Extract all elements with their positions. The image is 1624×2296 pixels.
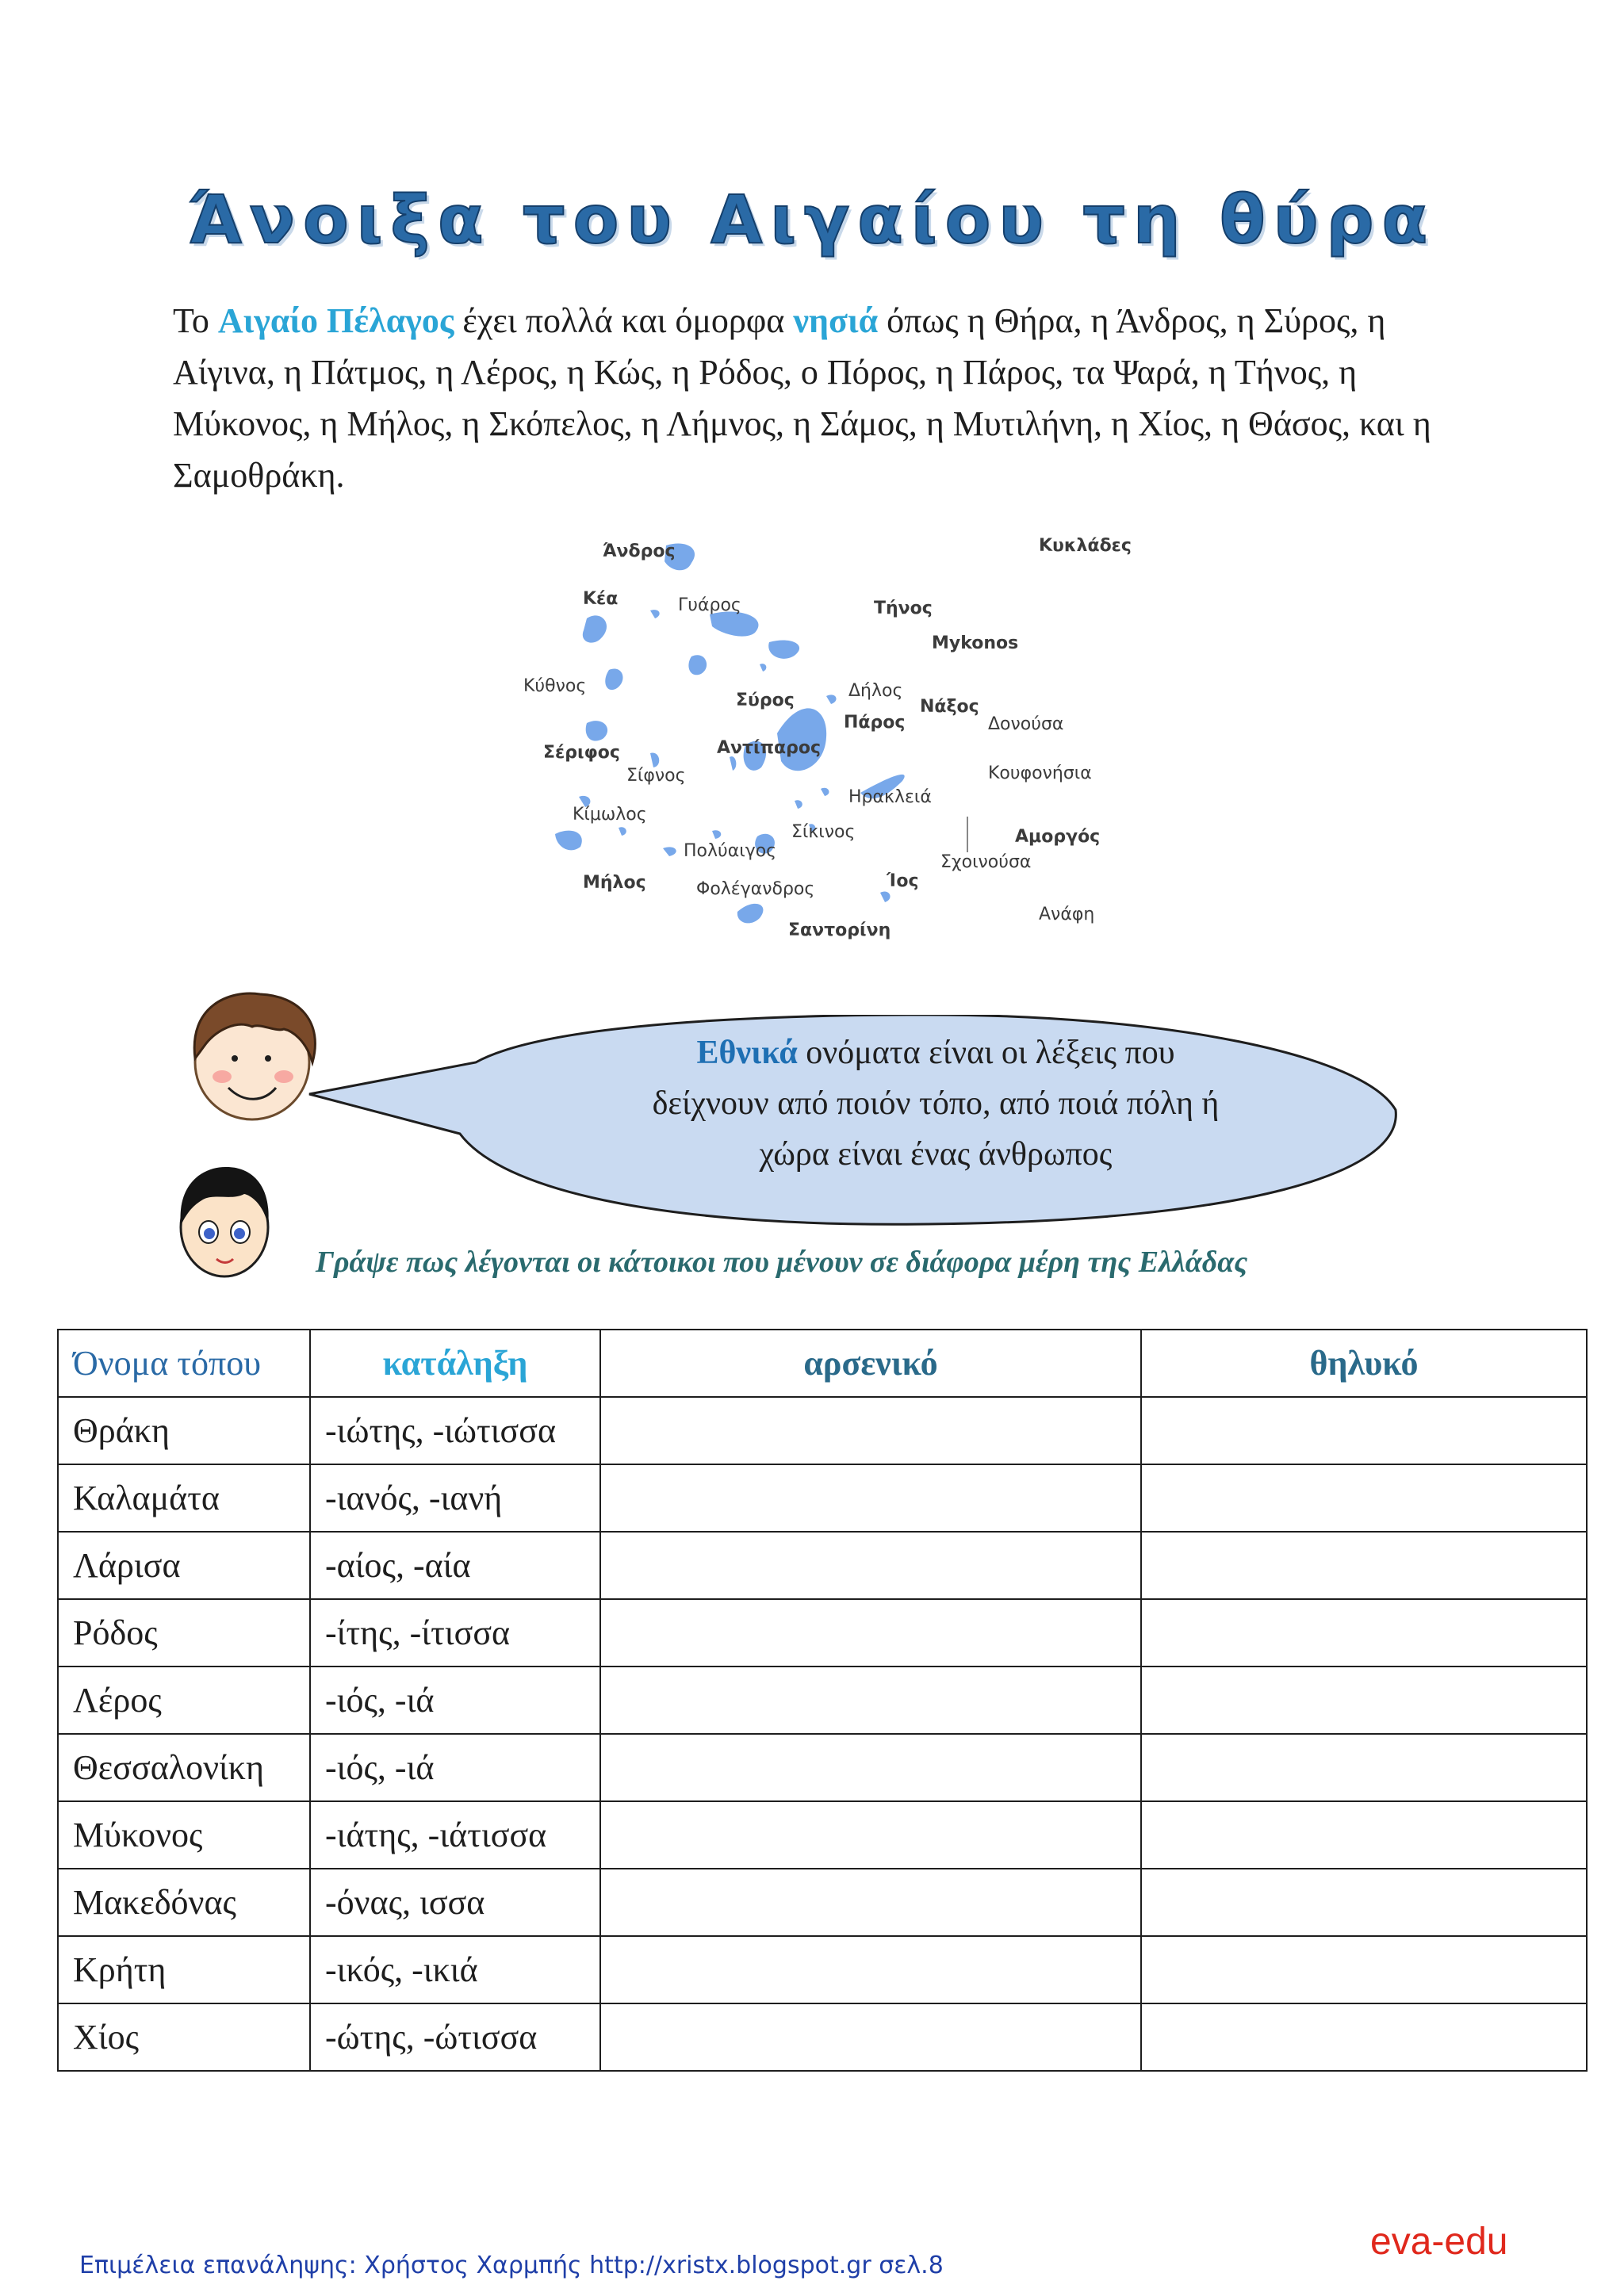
cell-masculine-answer[interactable] — [600, 1667, 1141, 1734]
map-label-folegandros: Φολέγανδρος — [696, 879, 815, 899]
map-label-sifnos: Σίφνος — [626, 766, 686, 786]
table-row — [58, 1464, 1587, 1532]
header-ending: κατάληξη — [310, 1330, 600, 1397]
cell-ending: -όνας, ισσα — [310, 1869, 600, 1936]
speech-bubble-text — [547, 1027, 1324, 1180]
island-syros — [688, 655, 707, 675]
aegean-highlight: Αιγαίο Πέλαγος — [217, 301, 454, 340]
map-label-ios: Ίος — [887, 871, 919, 891]
map-label-paros: Πάρος — [844, 713, 906, 733]
cell-feminine-answer[interactable] — [1141, 1464, 1587, 1532]
island-serifos — [586, 721, 607, 740]
intro-paragraph — [173, 295, 1489, 501]
island-mykonos — [768, 641, 799, 659]
map-label-serifos: Σέριφος — [543, 743, 620, 763]
cell-feminine-answer[interactable] — [1141, 1599, 1587, 1667]
table-row — [58, 2003, 1587, 2071]
island-anafi — [880, 892, 891, 902]
intro-text-3: όπως η Θήρα, η Άνδρος, η Σύρος, η Αίγινα, η Πάτμος, η Λέρος, η Κώς, η Ρόδος, ο Πόρος, η Πάρος, τα Ψαρά, η Τήνος, η Μύκονος, η Μήλος, η Σκόπελος, η Λήμνος, η Σάμος, η Μυτιλήνη, η Χίος, η Θάσος, και η Σαμοθράκη. — [173, 301, 1431, 495]
cell-place: Μύκονος — [58, 1801, 310, 1869]
cell-feminine-answer[interactable] — [1141, 1734, 1587, 1801]
table-row — [58, 1936, 1587, 2003]
cell-feminine-answer[interactable] — [1141, 1397, 1587, 1464]
cell-feminine-answer[interactable] — [1141, 1667, 1587, 1734]
cell-place: Κρήτη — [58, 1936, 310, 2003]
kid-face-smiling-icon — [173, 983, 331, 1126]
island-kea — [583, 615, 607, 642]
map-label-gyaros: Γυάρος — [678, 595, 741, 615]
island-milos — [555, 831, 582, 851]
bubble-line-1 — [547, 1027, 1324, 1078]
map-label-syros: Σύρος — [736, 691, 795, 710]
cell-masculine-answer[interactable] — [600, 1801, 1141, 1869]
cell-feminine-answer[interactable] — [1141, 1532, 1587, 1599]
map-label-tinos: Τήνος — [874, 599, 933, 618]
table-row — [58, 1397, 1587, 1464]
island-antiparos — [730, 756, 736, 771]
map-label-naxos: Νάξος — [920, 697, 979, 717]
exercise-instruction: Γράψε πως λέγονται οι κάτοικοι που μένουν σε διάφορα μέρη της Ελλάδας — [316, 1246, 1248, 1279]
map-label-kythnos: Κύθνος — [523, 676, 587, 696]
cell-masculine-answer[interactable] — [600, 2003, 1141, 2071]
cell-masculine-answer[interactable] — [600, 1532, 1141, 1599]
cell-masculine-answer[interactable] — [600, 1599, 1141, 1667]
cell-feminine-answer[interactable] — [1141, 1869, 1587, 1936]
cell-place: Θράκη — [58, 1397, 310, 1464]
table-row — [58, 1532, 1587, 1599]
cell-masculine-answer[interactable] — [600, 1869, 1141, 1936]
table-row — [58, 1869, 1587, 1936]
map-label-milos: Μήλος — [583, 873, 646, 893]
cell-masculine-answer[interactable] — [600, 1397, 1141, 1464]
cell-masculine-answer[interactable] — [600, 1734, 1141, 1801]
map-label-andros: Άνδρος — [603, 541, 676, 561]
cell-feminine-answer[interactable] — [1141, 1801, 1587, 1869]
islands-highlight: νησιά — [793, 301, 879, 340]
brand-logo-text: eva-edu — [1370, 2221, 1508, 2263]
map-label-amorgos: Αμοργός — [1015, 827, 1101, 847]
map-label-antiparos: Αντίπαρος — [717, 738, 822, 758]
map-label-polyaigos: Πολύαιγος — [684, 841, 777, 861]
cell-masculine-answer[interactable] — [600, 1464, 1141, 1532]
intro-text-2: έχει πολλά και όμορφα — [454, 301, 794, 340]
ethnika-highlight: Εθνικά — [696, 1035, 798, 1071]
table-body — [58, 1397, 1587, 2071]
cell-ending: -ιάτης, -ιάτισσα — [310, 1801, 600, 1869]
island-delos — [760, 664, 766, 672]
cyclades-map — [508, 515, 1158, 959]
bubble-line-1-rest: ονόματα είναι οι λέξεις που — [797, 1035, 1175, 1071]
island-tinos — [710, 612, 758, 637]
cell-ending: -ίτης, -ίτισσα — [310, 1599, 600, 1667]
bubble-line-2: δείχνουν από ποιόν τόπο, από ποιά πόλη ή — [652, 1085, 1220, 1122]
map-label-kimolos: Κίμωλος — [573, 805, 647, 825]
table-row — [58, 1667, 1587, 1734]
map-label-anafi: Ανάφη — [1039, 905, 1095, 924]
cell-place: Μακεδόνας — [58, 1869, 310, 1936]
cell-feminine-answer[interactable] — [1141, 2003, 1587, 2071]
map-label-sikinos: Σίκινος — [791, 822, 856, 842]
cell-ending: -ώτης, -ώτισσα — [310, 2003, 600, 2071]
page-title: Άνοιξα του Αιγαίου τη θύρα — [188, 181, 1436, 258]
girl-face-icon — [173, 1162, 276, 1281]
map-label-donousa: Δονούσα — [988, 714, 1064, 734]
island-irakleia — [795, 800, 802, 809]
map-label-kea: Κέα — [583, 589, 619, 609]
footer-credit: Επιμέλεια επανάληψης: Χρήστος Χαρμπής http://xristx.blogspot.gr σελ.8 — [79, 2252, 944, 2279]
cell-place: Ρόδος — [58, 1599, 310, 1667]
table-row — [58, 1801, 1587, 1869]
cell-masculine-answer[interactable] — [600, 1936, 1141, 2003]
island-donousa — [826, 695, 837, 704]
cell-place: Λέρος — [58, 1667, 310, 1734]
island-santorini — [737, 904, 764, 924]
cell-ending: -αίος, -αία — [310, 1532, 600, 1599]
map-label-irakleia: Ηρακλειά — [848, 787, 932, 807]
cell-ending: -ιώτης, -ιώτισσα — [310, 1397, 600, 1464]
map-label-santorini: Σαντορίνη — [788, 920, 891, 940]
header-feminine: θηλυκό — [1141, 1330, 1587, 1397]
map-label-mykonos: Μykonos — [932, 633, 1019, 653]
cell-place: Λάρισα — [58, 1532, 310, 1599]
table-header-row — [58, 1330, 1587, 1397]
island-sikinos — [712, 830, 721, 839]
demonyms-table — [57, 1329, 1588, 2072]
cell-ending: -ιός, -ιά — [310, 1667, 600, 1734]
header-masculine: αρσενικό — [600, 1330, 1141, 1397]
island-gyaros — [650, 610, 660, 618]
island-polyaigos — [619, 827, 626, 836]
map-label-delos: Δήλος — [848, 681, 903, 701]
table-row — [58, 1599, 1587, 1667]
table-row — [58, 1734, 1587, 1801]
intro-text-1: Το — [173, 301, 218, 340]
cell-place: Χίος — [58, 2003, 310, 2071]
cell-place: Θεσσαλονίκη — [58, 1734, 310, 1801]
map-label-kyklades: Κυκλάδες — [1039, 536, 1132, 556]
header-place-name: Όνομα τόπου — [58, 1330, 310, 1397]
cell-ending: -ιός, -ιά — [310, 1734, 600, 1801]
cell-place: Καλαμάτα — [58, 1464, 310, 1532]
cell-ending: -ιανός, -ιανή — [310, 1464, 600, 1532]
island-koufonisia — [821, 788, 829, 796]
cell-ending: -ικός, -ικιά — [310, 1936, 600, 2003]
map-label-schoinousa: Σχοινούσα — [940, 852, 1032, 872]
bubble-line-3: χώρα είναι ένας άνθρωπος — [759, 1136, 1113, 1173]
island-pholegandros — [663, 847, 676, 856]
island-kythnos — [605, 669, 622, 691]
map-label-koufonisia: Κουφονήσια — [988, 763, 1092, 783]
cell-feminine-answer[interactable] — [1141, 1936, 1587, 2003]
